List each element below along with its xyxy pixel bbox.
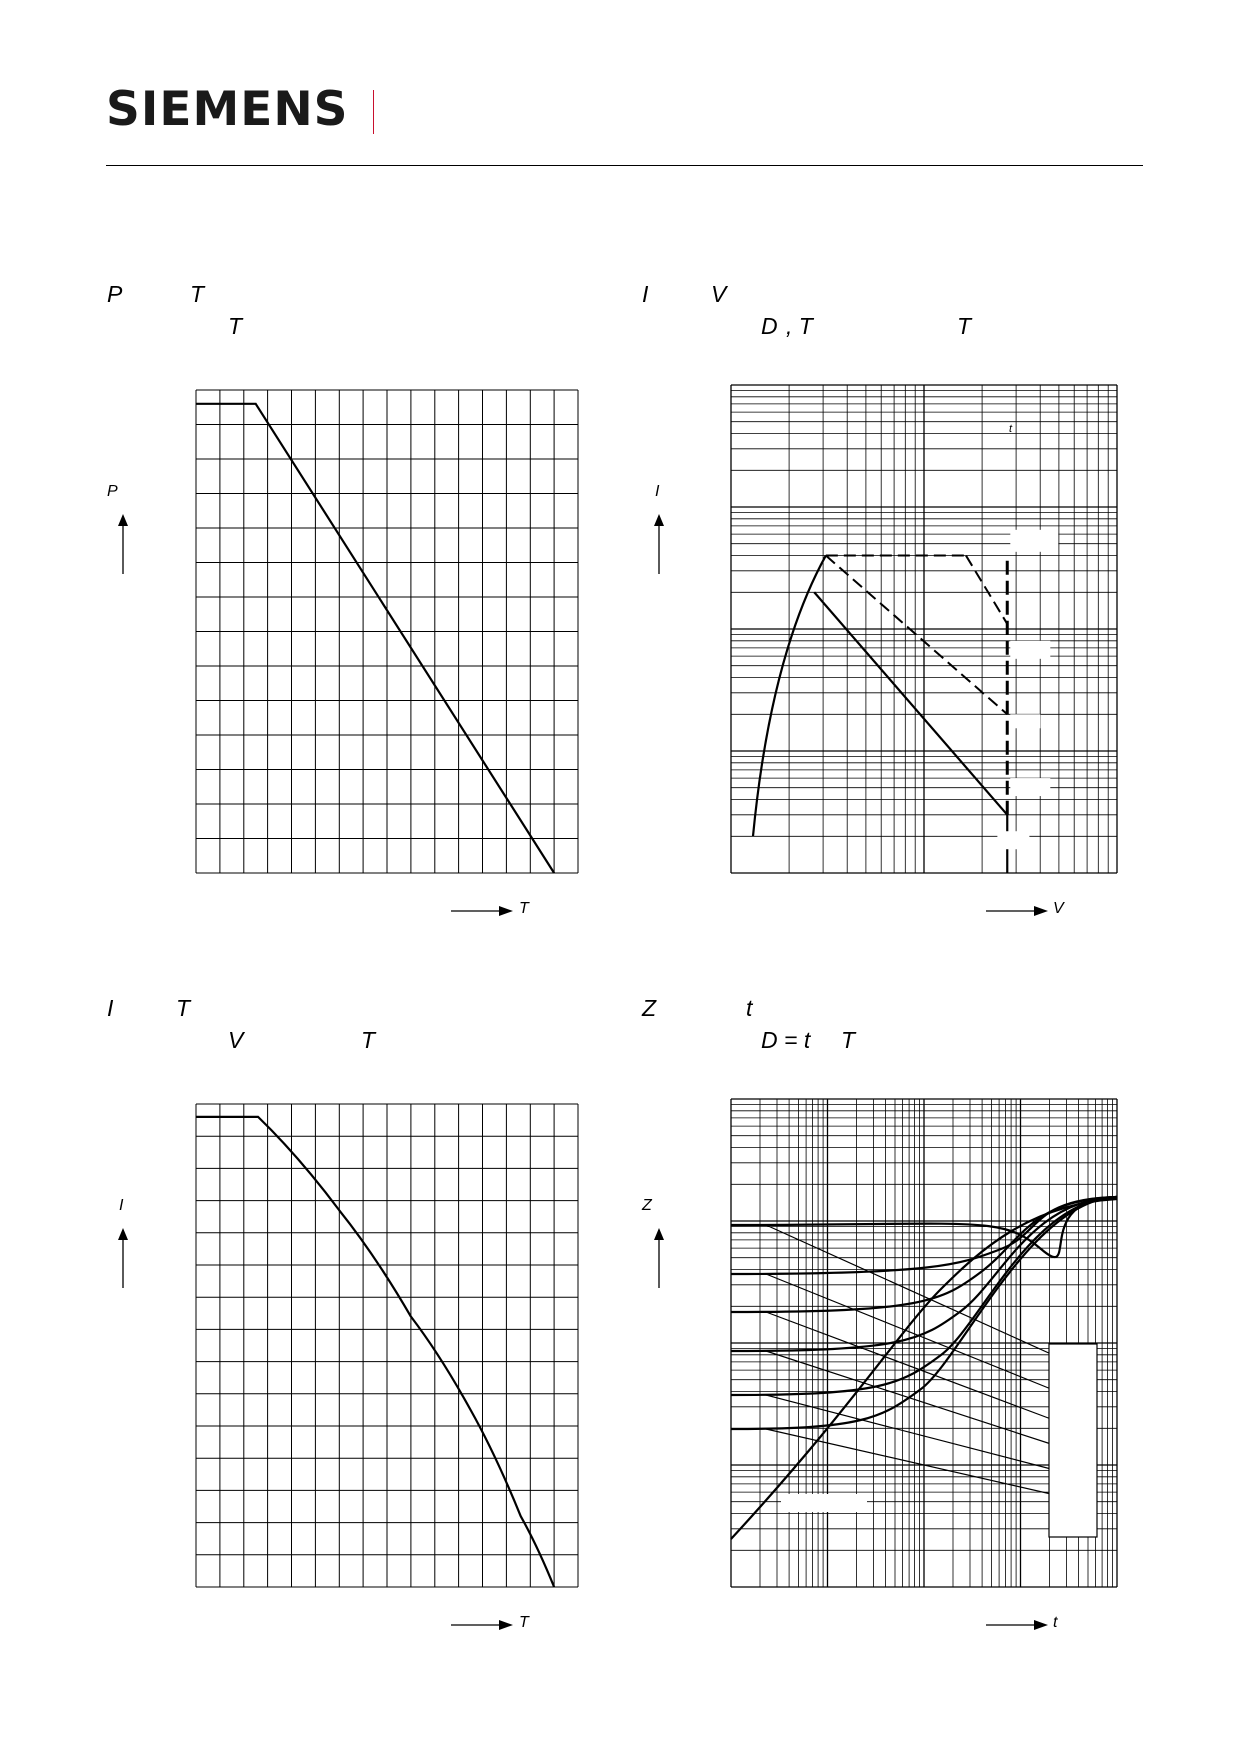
chart3-title-symbol-4: T [361,1027,376,1053]
chart1-title-symbol-1: P [107,281,123,307]
chart1-plot [196,390,578,873]
soa-label-box [1010,530,1058,552]
soa-dc-line [814,592,1007,815]
chart4-ylabel: Z [642,1197,652,1214]
chart4-title-symbol-4: T [841,1027,856,1053]
chart1-ylabel: P [107,483,118,500]
chart4-y-arrow [654,1228,664,1288]
siemens-logo: SIEMENS [106,82,349,137]
chart2-title-symbol-1: I [642,281,649,307]
soa-label-box [1010,641,1050,659]
legend-leader [766,1225,1051,1354]
chart4-plot [731,1099,1117,1587]
legend-leader [766,1395,1051,1469]
label-box [781,1494,867,1512]
data-curve [196,1117,554,1587]
chart2-plot [731,385,1117,873]
logo-accent [373,90,374,134]
chart2-x-arrow [986,906,1048,916]
chart1-y-arrow [118,514,128,574]
chart1-xlabel: T [519,900,529,917]
chart4-title-symbol-3: D = t [761,1027,811,1053]
chart2-title-symbol-3: D [761,313,778,339]
chart1-title-symbol-3: T [228,313,243,339]
header-rule [106,165,1143,166]
chart1-x-arrow [451,906,513,916]
chart2-ylabel: I [655,483,660,500]
chart2-annotation: t [1009,423,1013,435]
chart2-title-symbol-2: V [711,281,727,307]
data-curve [196,404,554,873]
chart4-title-symbol-1: Z [642,995,657,1021]
legend-box [1049,1344,1097,1537]
chart3-plot [196,1104,578,1587]
soa-label-box [997,831,1029,849]
legend-leader [766,1274,1051,1389]
chart4-title-symbol-2: t [746,995,753,1021]
chart3-xlabel: T [519,1614,529,1631]
chart3-title-symbol-3: V [228,1027,244,1053]
chart3-y-arrow [118,1228,128,1288]
chart1-title-symbol-2: T [190,281,205,307]
chart4-xlabel: t [1053,1614,1058,1631]
soa-label-box [1010,778,1050,796]
chart2-xlabel: V [1053,900,1064,917]
chart3-title-symbol-1: I [107,995,114,1021]
soa-pulse-line-2 [966,556,1007,624]
chart2-title-symbol-5: T [957,313,972,339]
chart4-x-arrow [986,1620,1048,1630]
chart3-x-arrow [451,1620,513,1630]
chart2-title-symbol-4: , T [786,313,813,339]
soa-label-box [1010,714,1040,728]
chart3-title-symbol-2: T [176,995,191,1021]
chart2-y-arrow [654,514,664,574]
chart3-ylabel: I [119,1197,124,1214]
